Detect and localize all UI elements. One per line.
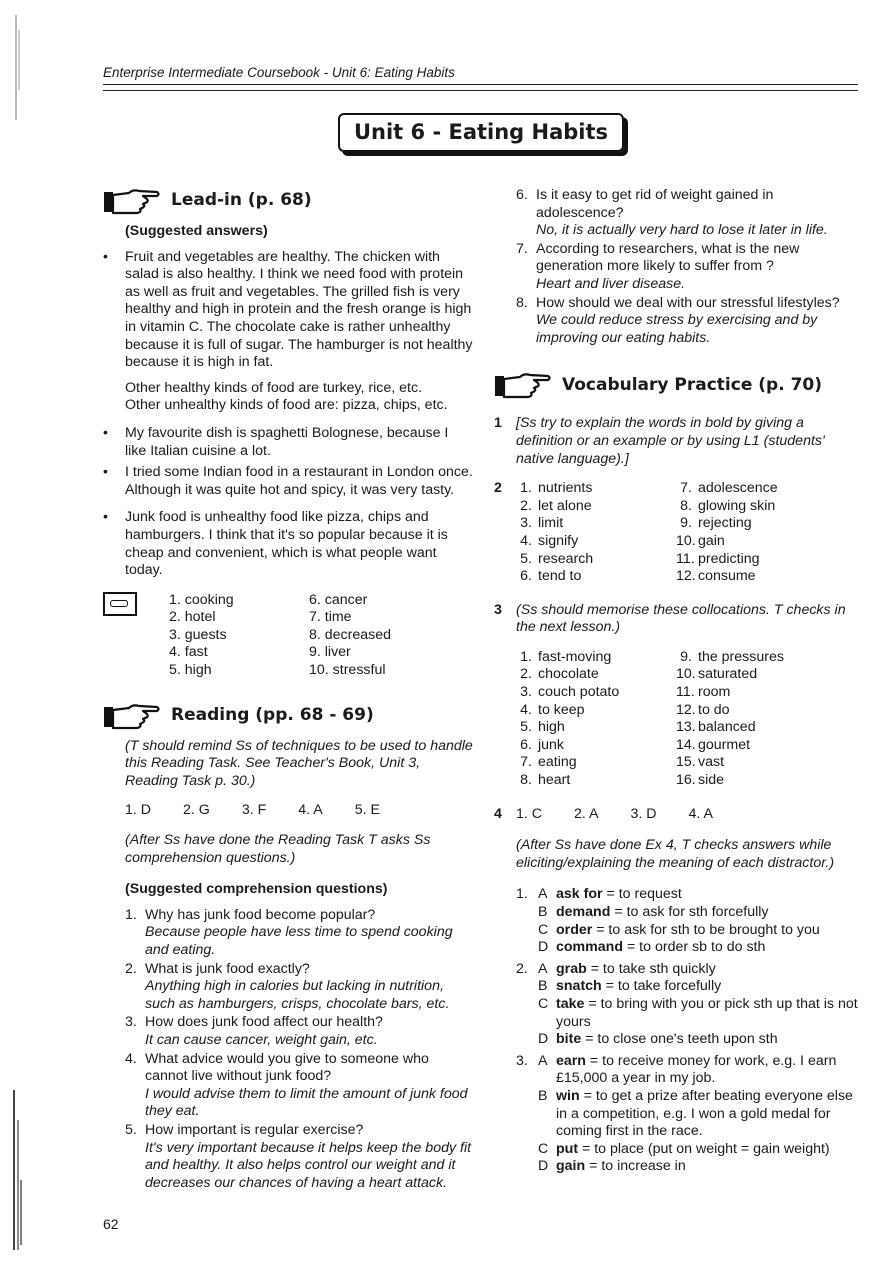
answer-text: Anything high in calories but lacking in nutrition, such as hamburgers, crisps, chocolate bars, etc. (145, 978, 450, 1012)
vocab-item-number: 8. (680, 497, 692, 514)
vocab-item-number: 4. (520, 701, 532, 718)
vocab-item-word: room (698, 684, 731, 701)
vocab-ex2 (494, 480, 864, 586)
header-rule (103, 84, 858, 85)
vocab-item-number: 1. (520, 480, 532, 497)
vocab-item-word: rejecting (698, 515, 752, 532)
reading-note: (T should remind Ss of techniques to be used to handle this Reading Task. See Teacher's Book, Unit 3, Reading Task p. 30.) (125, 737, 473, 789)
vocab-item-word: limit (538, 515, 564, 532)
question-text: Why has junk food become popular? (145, 906, 376, 923)
question-number: 5. (125, 1121, 137, 1138)
vocab-item (676, 772, 856, 790)
vocab-item (676, 754, 856, 772)
question-number: 3. (125, 1014, 137, 1031)
vocab-item (516, 754, 676, 772)
definition-row (516, 1053, 864, 1088)
definition-row (516, 1031, 864, 1049)
vocab-item (676, 480, 856, 498)
definition-group (516, 886, 864, 956)
vocab-item-number: 12. (676, 568, 696, 585)
reading-answer: 1. D (125, 802, 152, 819)
option-definition: = to receive money for work, e.g. I earn £15,000 a year in my job. (556, 1052, 837, 1087)
vocab-item-word: gain (698, 532, 725, 549)
question-number: 1. (125, 906, 137, 923)
definition-group (516, 1053, 864, 1176)
leadin-bullet-2: • My favourite dish is spaghetti Bolognese, because I like Italian cuisine a lot. (103, 425, 473, 460)
listening-answers (103, 592, 473, 680)
option-word: grab (556, 960, 587, 977)
definition-row (516, 978, 864, 996)
question-number: 6. (516, 187, 528, 203)
vocab-item-number: 5. (520, 550, 532, 567)
vocab-item-word: let alone (538, 497, 592, 514)
vocab-item (516, 551, 676, 569)
question-text: How important is regular exercise? (145, 1121, 364, 1138)
question-number: 4. (125, 1050, 137, 1067)
vocab-item (516, 772, 676, 790)
vocab-item-word: vast (698, 754, 725, 771)
vocab-item (676, 737, 856, 755)
question-item (516, 241, 864, 294)
binder-edge-marks (0, 0, 30, 1263)
option-definition: = to increase in (585, 1158, 686, 1175)
cassette-icon (103, 592, 137, 616)
vocab-item-number: 7. (520, 754, 532, 771)
vocab-ex1 (494, 415, 864, 468)
vocab-item-number: 8. (520, 772, 532, 789)
question-item (516, 295, 864, 348)
leadin-extra-2: Other unhealthy kinds of food are: pizza, chips, etc. (125, 397, 448, 414)
listening-item: 4. fast (169, 644, 208, 661)
question-number: 7. (516, 240, 528, 257)
question-item (516, 187, 864, 240)
header-rule-2 (103, 90, 858, 91)
question-item (125, 1122, 473, 1192)
vocab-item-word: consume (698, 568, 756, 585)
reading-answer: 3. F (241, 802, 267, 819)
pointing-hand-icon (494, 370, 552, 400)
vocab-item (676, 719, 856, 737)
vocab-item-number: 16. (676, 772, 696, 789)
vocab-ex3 (494, 602, 864, 790)
option-word: snatch (556, 978, 602, 995)
definition-row (516, 939, 864, 957)
vocab-item (676, 551, 856, 569)
option-definition: = to ask for sth forcefully (610, 904, 769, 920)
option-definition: = to request (602, 886, 682, 903)
leadin-title: Lead-in (p. 68) (171, 190, 312, 211)
comprehension-list (103, 907, 473, 1193)
answer-text: Because people have less time to spend cooking and eating. (145, 924, 453, 958)
leadin-heading (103, 183, 473, 219)
vocab-item (516, 666, 676, 684)
vocab-item (516, 480, 676, 498)
vocab-item-word: high (538, 719, 565, 736)
question-text: What advice would you give to someone who cannot live without junk food? (145, 1050, 429, 1085)
vocab-item-word: side (698, 772, 725, 789)
vocab-heading (494, 367, 864, 403)
vocab-item-number: 2. (520, 497, 532, 514)
vocab-item-word: junk (538, 736, 565, 753)
vocab-item-word: tend to (538, 568, 582, 585)
option-word: earn (556, 1052, 586, 1069)
listening-item: 9. liver (309, 644, 351, 661)
ex4-answer: 2. A (574, 805, 599, 822)
vocab-item (516, 515, 676, 533)
answer-text: It's very important because it helps keep the body fit and healthy. It also helps control our weight and it decreases our chances of having a heart attack. (145, 1139, 472, 1191)
listening-item: 10. stressful (309, 662, 386, 679)
option-word: put (556, 1140, 579, 1157)
vocab-item-word: predicting (698, 550, 760, 567)
listening-item: 2. hotel (169, 609, 216, 626)
vocab-item-number: 5. (520, 719, 532, 736)
definition-row (516, 1141, 864, 1159)
vocab-item-number: 3. (520, 684, 532, 701)
pointing-hand-icon (103, 701, 161, 731)
definition-question-number: 1. (516, 886, 528, 903)
option-word: gain (556, 1158, 586, 1175)
ex4-answer: 3. D (630, 805, 657, 822)
option-word: demand (556, 904, 611, 920)
option-letter: C (538, 1140, 549, 1157)
definition-row (516, 1158, 864, 1176)
comprehension-list-continued (494, 187, 864, 347)
vocab-title: Vocabulary Practice (p. 70) (562, 374, 823, 395)
listening-item: 5. high (169, 662, 212, 679)
listening-item: 3. guests (169, 626, 227, 643)
vocab-item (676, 568, 856, 586)
option-definition: = to take forcefully (601, 978, 722, 995)
definition-row (516, 922, 864, 940)
running-header: Enterprise Intermediate Coursebook - Unit 6: Eating Habits (103, 65, 455, 80)
vocab-item-number: 9. (680, 648, 692, 665)
vocab-item (516, 684, 676, 702)
reading-title: Reading (pp. 68 - 69) (171, 704, 374, 725)
vocab-item (676, 649, 856, 667)
answer-text: No, it is actually very hard to lose it later in life. (536, 222, 828, 239)
option-word: order (556, 921, 593, 938)
answer-text: It can cause cancer, weight gain, etc. (145, 1031, 378, 1048)
vocab-item (676, 684, 856, 702)
option-word: win (556, 1087, 580, 1104)
vocab-item-word: the pressures (698, 648, 784, 665)
vocab-item-number: 9. (680, 515, 692, 532)
vocab-item-word: glowing skin (698, 497, 776, 514)
listening-item: 8. decreased (309, 626, 392, 643)
leadin-bullet-4: • Junk food is unhealthy food like pizza, chips and hamburgers. I think that it's so popular because it is cheap and convenient, which is what people want today. (103, 509, 473, 579)
page-number: 62 (103, 1216, 119, 1232)
option-letter: C (538, 921, 549, 938)
vocab-item-word: nutrients (538, 480, 593, 497)
exercise-number: 2 (494, 480, 502, 497)
vocab-item-word: to keep (538, 701, 585, 718)
question-text: How should we deal with our stressful lifestyles? (536, 294, 840, 311)
option-letter: A (538, 960, 548, 977)
exercise-number: 3 (494, 601, 502, 618)
question-number: 2. (125, 960, 137, 977)
option-word: ask for (556, 886, 603, 903)
definition-row (516, 996, 864, 1031)
vocab-item-number: 15. (676, 754, 696, 771)
vocab-item-word: balanced (698, 719, 756, 736)
ex4-answer: 4. A (688, 805, 713, 822)
vocab-item-word: saturated (698, 666, 758, 683)
vocab-item-number: 10. (676, 532, 696, 549)
reading-answer: 5. E (354, 802, 381, 819)
vocab-item-word: eating (538, 754, 577, 771)
listening-item: 1. cooking (169, 591, 234, 608)
question-text: What is junk food exactly? (145, 960, 310, 977)
option-letter: D (538, 939, 549, 956)
ex3-note: (Ss should memorise these collocations. T checks in the next lesson.) (516, 601, 846, 636)
ex4-answer: 1. C (516, 805, 543, 822)
definition-row (516, 886, 864, 904)
definition-question-number: 2. (516, 960, 528, 977)
vocab-item-word: to do (698, 701, 730, 718)
vocab-item-number: 7. (680, 480, 692, 497)
question-text: According to researchers, what is the new generation more likely to suffer from ? (536, 240, 800, 275)
listening-grid (169, 592, 469, 680)
vocab-item (516, 649, 676, 667)
vocab-item-number: 4. (520, 532, 532, 549)
vocab-item (676, 498, 856, 516)
reading-heading (103, 698, 473, 734)
listening-item: 6. cancer (309, 591, 368, 608)
reading-answer: 2. G (183, 802, 210, 819)
vocab-item-number: 13. (676, 719, 696, 736)
option-definition: = to get a prize after beating everyone else in a competition, e.g. I won a gold medal for coming first in the race. (556, 1087, 853, 1140)
vocab-item (676, 533, 856, 551)
option-letter: B (538, 1087, 548, 1104)
option-letter: A (538, 1052, 548, 1069)
vocab-item-word: research (538, 550, 594, 567)
question-item (125, 1014, 473, 1049)
vocab-item-number: 10. (676, 666, 696, 683)
option-letter: B (538, 978, 548, 995)
option-definition: = to bring with you or pick sth up that is not yours (556, 995, 858, 1030)
vocab-item (516, 568, 676, 586)
vocab-item-number: 3. (520, 515, 532, 532)
exercise-number: 4 (494, 805, 502, 822)
vocab-item (516, 533, 676, 551)
answer-text: We could reduce stress by exercising and by improving our eating habits. (536, 312, 818, 346)
option-letter: B (538, 904, 548, 920)
vocab-item-word: fast-moving (538, 648, 612, 665)
vocab-item (516, 702, 676, 720)
distractor-definitions (516, 886, 864, 1176)
option-definition: = to ask for sth to be brought to you (592, 921, 820, 938)
reading-answers (103, 802, 473, 820)
leadin-bullet-1: • Fruit and vegetables are healthy. The chicken with salad is also healthy. I think we need food with protein as well as fruit and vegetables. The grilled fish is very healthy and high in protein and the fresh orange is high in vitamin C. The chocolate cake is rather unhealthy because it is full of sugar. The hamburger is not healthy because it is high in fat. (103, 249, 473, 372)
ex2-grid (516, 480, 864, 586)
option-letter: D (538, 1158, 549, 1175)
listening-item: 7. time (309, 609, 352, 626)
vocab-item-number: 2. (520, 666, 532, 683)
vocab-item-word: heart (538, 772, 571, 789)
question-item (125, 1051, 473, 1121)
vocab-item-word: gourmet (698, 736, 751, 753)
ex3-grid (516, 649, 864, 790)
question-text: Is it easy to get rid of weight gained in adolescence? (536, 187, 774, 221)
definition-question-number: 3. (516, 1052, 528, 1069)
comprehension-subheading: (Suggested comprehension questions) (125, 881, 388, 898)
question-item (125, 961, 473, 1014)
vocab-ex4 (494, 806, 864, 1176)
exercise-number: 1 (494, 415, 502, 432)
option-definition: = to close one's teeth upon sth (581, 1031, 778, 1048)
unit-title: Unit 6 - Eating Habits (338, 113, 624, 152)
left-column (103, 183, 473, 1193)
vocab-item-number: 11. (676, 684, 695, 701)
question-item (125, 907, 473, 960)
definition-row (516, 904, 864, 922)
option-letter: D (538, 1031, 549, 1048)
vocab-item (676, 702, 856, 720)
option-word: take (556, 995, 585, 1012)
option-letter: C (538, 995, 549, 1012)
vocab-item-word: adolescence (698, 480, 778, 497)
reading-note-2: (After Ss have done the Reading Task T asks Ss comprehension questions.) (125, 832, 431, 866)
vocab-item (676, 515, 856, 533)
definition-row (516, 1088, 864, 1141)
vocab-item (516, 719, 676, 737)
answer-text: Heart and liver disease. (536, 275, 686, 292)
right-column (494, 183, 864, 1180)
vocab-item-word: chocolate (538, 666, 599, 683)
vocab-item-word: couch potato (538, 684, 620, 701)
leadin-bullet-3: • I tried some Indian food in a restaurant in London once. Although it was quite hot and spicy, it was very tasty. (103, 464, 473, 499)
ex1-instruction: [Ss try to explain the words in bold by giving a definition or an example or by using L1 (students' native language).] (516, 415, 825, 467)
vocab-item-number: 11. (676, 550, 695, 567)
ex4-note: (After Ss have done Ex 4, T checks answers while eliciting/explaining the meaning of each distractor.) (516, 837, 835, 871)
vocab-item-number: 1. (520, 648, 532, 665)
vocab-item (676, 666, 856, 684)
option-definition: = to order sb to do sth (623, 939, 766, 956)
leadin-extra-1: Other healthy kinds of food are turkey, rice, etc. (125, 379, 423, 396)
reading-answer: 4. A (298, 802, 323, 819)
vocab-item-number: 6. (520, 736, 532, 753)
option-definition: = to take sth quickly (586, 960, 716, 977)
vocab-item (516, 737, 676, 755)
option-letter: A (538, 886, 548, 903)
option-word: bite (556, 1031, 582, 1048)
question-text: How does junk food affect our health? (145, 1014, 383, 1031)
vocab-item (516, 498, 676, 516)
option-definition: = to place (put on weight = gain weight) (578, 1140, 830, 1157)
answer-text: I would advise them to limit the amount of junk food they eat. (145, 1085, 468, 1120)
vocab-item-number: 12. (676, 701, 696, 718)
option-word: command (556, 939, 624, 956)
leadin-subheading: (Suggested answers) (125, 223, 268, 239)
vocab-item-number: 6. (520, 568, 532, 585)
vocab-item-word: signify (538, 532, 579, 549)
vocab-item-number: 14. (676, 736, 696, 753)
ex4-answers (516, 806, 864, 824)
definition-row (516, 961, 864, 979)
definition-group (516, 961, 864, 1049)
pointing-hand-icon (103, 186, 161, 216)
question-number: 8. (516, 294, 528, 311)
